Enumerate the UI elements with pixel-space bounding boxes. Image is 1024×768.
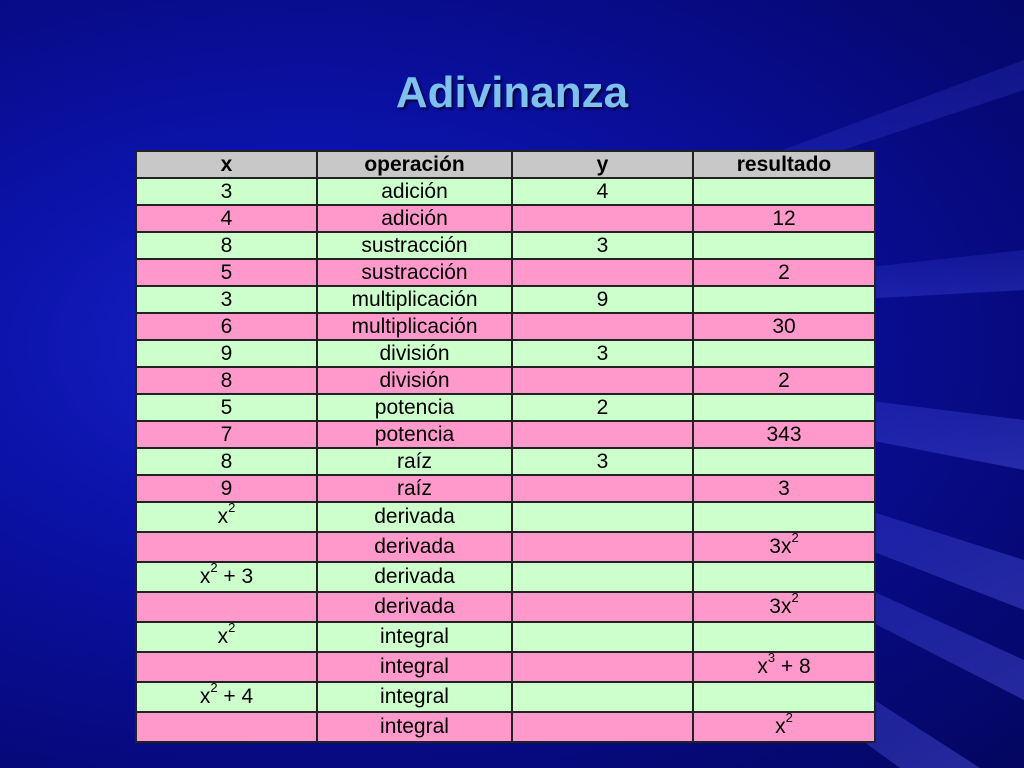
cell-x: 5 [136,259,317,286]
cell-resultado: 2 [693,259,875,286]
table-row [136,475,875,502]
table-row [136,712,875,742]
cell-resultado: $x^3 + 8$ [693,652,875,682]
cell-operacion: multiplicación [317,313,512,340]
cell-operacion: división [317,367,512,394]
table-row [136,259,875,286]
cell-operacion: multiplicación [317,286,512,313]
cell-y [512,205,693,232]
cell-operacion: adición [317,205,512,232]
table-row [136,178,875,205]
cell-resultado [693,562,875,592]
table-row [136,205,875,232]
table-row [136,562,875,592]
cell-resultado: 343 [693,421,875,448]
cell-x: 5 [136,394,317,421]
cell-y [512,421,693,448]
cell-y [512,562,693,592]
table-row [136,340,875,367]
table-row [136,532,875,562]
cell-resultado: $x^2$ [693,712,875,742]
cell-y [512,712,693,742]
cell-resultado [693,682,875,712]
cell-x: 9 [136,475,317,502]
table-row [136,232,875,259]
cell-operacion: derivada [317,502,512,532]
cell-resultado [693,502,875,532]
cell-y [512,367,693,394]
cell-resultado [693,340,875,367]
cell-resultado [693,232,875,259]
cell-operacion: potencia [317,394,512,421]
cell-x: 7 [136,421,317,448]
cell-resultado: 30 [693,313,875,340]
cell-x: 8 [136,448,317,475]
cell-x: $x^2$ [136,622,317,652]
cell-y: 4 [512,178,693,205]
table-row [136,394,875,421]
cell-operacion: integral [317,682,512,712]
table-row [136,682,875,712]
cell-resultado [693,448,875,475]
cell-operacion: derivada [317,532,512,562]
cell-operacion: raíz [317,448,512,475]
cell-x: 4 [136,205,317,232]
header-operacion: operación [317,151,512,178]
table-row [136,448,875,475]
cell-operacion: raíz [317,475,512,502]
cell-y: 3 [512,340,693,367]
table-row [136,286,875,313]
cell-resultado [693,178,875,205]
cell-resultado: $3x^2$ [693,592,875,622]
cell-resultado: 3 [693,475,875,502]
cell-resultado [693,286,875,313]
cell-y [512,475,693,502]
cell-operacion: integral [317,712,512,742]
cell-resultado: 12 [693,205,875,232]
table-row [136,652,875,682]
cell-resultado: $3x^2$ [693,532,875,562]
cell-resultado [693,394,875,421]
header-row [136,151,875,178]
riddle-table [135,150,874,743]
table-body [136,178,875,742]
cell-y [512,502,693,532]
cell-x [136,592,317,622]
table-row [136,421,875,448]
cell-x [136,712,317,742]
cell-x: 3 [136,178,317,205]
cell-x: $x^2$ [136,502,317,532]
slide-title: Adivinanza [395,68,629,117]
header-resultado: resultado [693,151,875,178]
cell-operacion: sustracción [317,259,512,286]
cell-x: 9 [136,340,317,367]
cell-resultado [693,622,875,652]
table-row [136,502,875,532]
cell-x: 3 [136,286,317,313]
cell-x: 8 [136,232,317,259]
cell-y: 3 [512,448,693,475]
header-y: y [512,151,693,178]
table-row [136,622,875,652]
cell-y [512,652,693,682]
cell-operacion: división [317,340,512,367]
cell-y [512,259,693,286]
cell-y [512,313,693,340]
cell-y [512,532,693,562]
table-row [136,367,875,394]
cell-operacion: integral [317,652,512,682]
cell-y [512,592,693,622]
cell-x: $x^2 + 3$ [136,562,317,592]
cell-resultado: 2 [693,367,875,394]
cell-operacion: derivada [317,562,512,592]
cell-operacion: integral [317,622,512,652]
cell-x [136,652,317,682]
cell-operacion: derivada [317,592,512,622]
cell-x: 8 [136,367,317,394]
cell-operacion: potencia [317,421,512,448]
cell-y [512,622,693,652]
cell-y: 2 [512,394,693,421]
cell-y [512,682,693,712]
header-x: x [136,151,317,178]
cell-x [136,532,317,562]
table-row [136,313,875,340]
cell-y: 3 [512,232,693,259]
cell-operacion: adición [317,178,512,205]
cell-x: $x^2 + 4$ [136,682,317,712]
cell-x: 6 [136,313,317,340]
table-row [136,592,875,622]
cell-y: 9 [512,286,693,313]
cell-operacion: sustracción [317,232,512,259]
